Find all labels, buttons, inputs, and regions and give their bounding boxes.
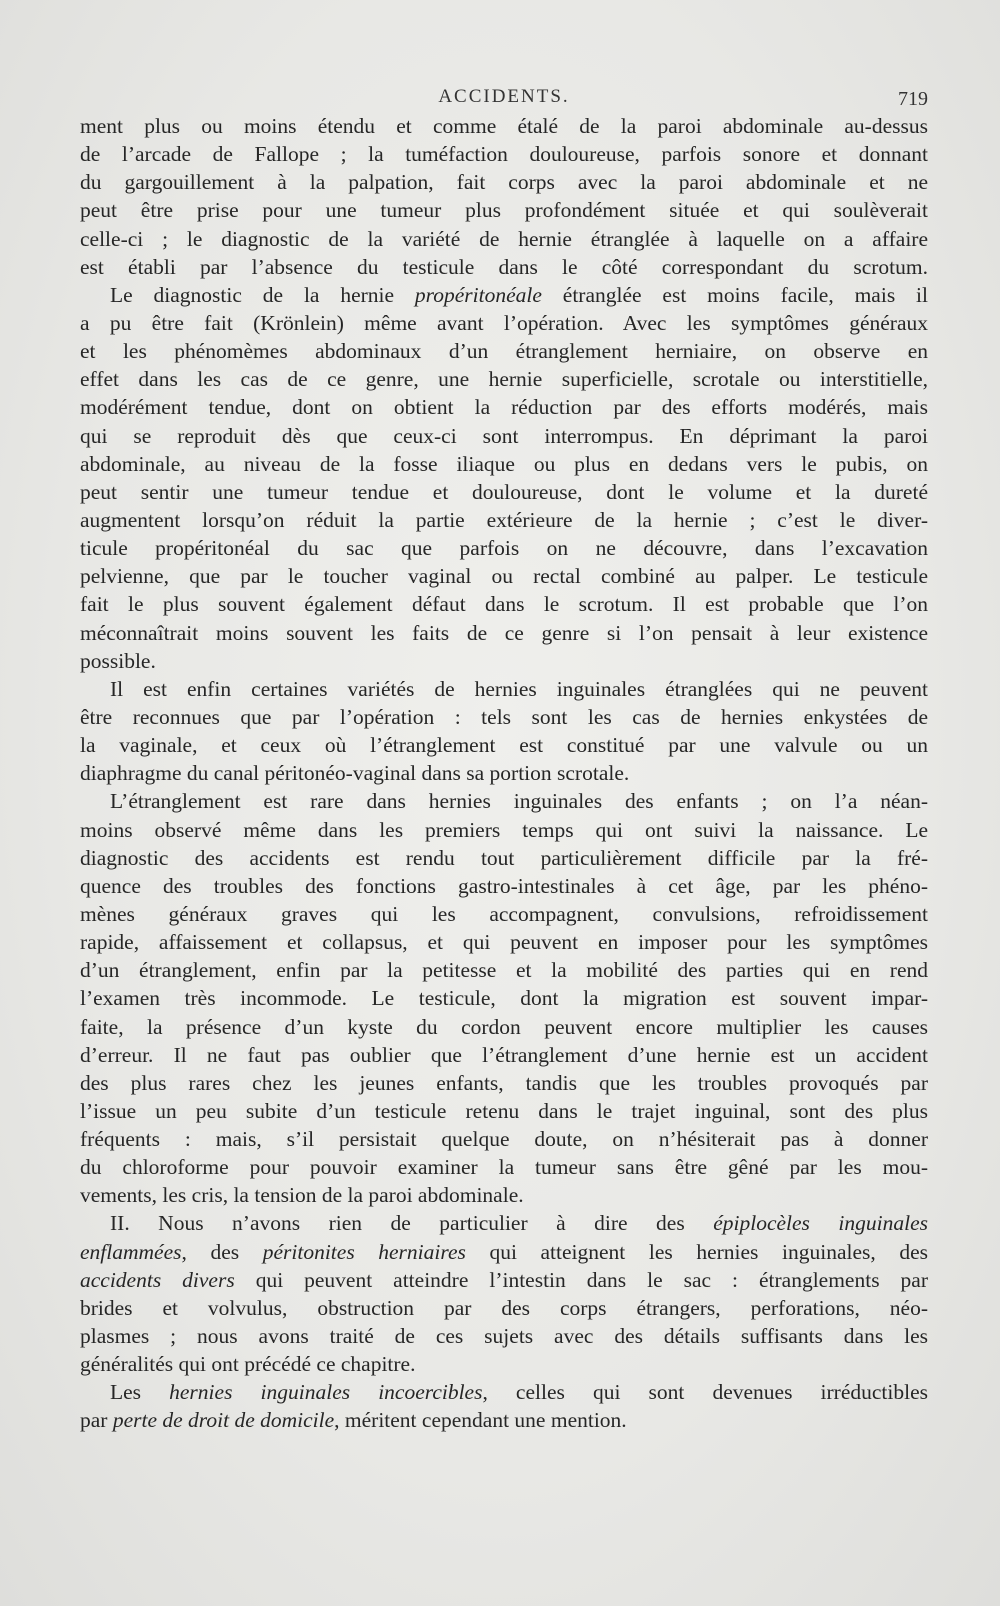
text-line: [80, 140, 928, 168]
text-segment: ment plus ou moins étendu et comme étalé de la paroi abdominale au-dessus: [80, 114, 928, 138]
text-segment: qui se reproduit dès que ceux-ci sont interrompus. En déprimant la paroi: [80, 423, 928, 448]
text-line: [80, 1097, 928, 1125]
text-line: [80, 1322, 928, 1350]
text-line: [80, 984, 928, 1012]
text-line: [80, 1294, 928, 1322]
text-segment: Il est enfin certaines variétés de hernies inguinales étranglées qui ne peuvent: [110, 676, 928, 701]
text-line: [80, 928, 928, 956]
text-line: [80, 112, 928, 140]
text-segment: fréquents : mais, s’il persistait quelque doute, on n’hésiterait pas à donner: [80, 1127, 928, 1152]
text-line: [80, 1209, 928, 1237]
text-segment: pelvienne, que par le toucher vaginal ou rectal combiné au palper. Le testicule: [80, 564, 928, 589]
italic-text: perte de droit de domicile: [112, 1408, 335, 1433]
italic-text: hernies inguinales incoercibles: [169, 1380, 483, 1405]
text-line: [80, 759, 928, 787]
text-segment: rapide, affaissement et collapsus, et qui peuvent en imposer pour les symptômes: [80, 930, 928, 955]
text-line: [80, 506, 928, 534]
italic-text: péritonites herniaires: [262, 1239, 466, 1264]
text-line: [80, 1013, 928, 1041]
text-line: [80, 1238, 928, 1266]
text-segment: fait le plus souvent également défaut dans le scrotum. Il est probable que l’on: [80, 592, 928, 617]
text-line: [80, 647, 928, 675]
text-line: [80, 844, 928, 872]
text-segment: étranglée est moins facile, mais il: [541, 282, 928, 307]
text-segment: faite, la présence d’un kyste du cordon peuvent encore multiplier les causes: [80, 1014, 928, 1039]
text-segment: par: [80, 1408, 113, 1433]
italic-text: enflammées: [80, 1239, 182, 1264]
text-segment: mènes généraux graves qui les accompagnent, convulsions, refroidissement: [80, 901, 928, 926]
text-line: [80, 562, 928, 590]
text-segment: , celles qui sont devenues irréductibles: [482, 1380, 928, 1405]
text-segment: moins observé même dans les premiers temps qui ont suivi la naissance. Le: [80, 817, 928, 842]
text-segment: vements, les cris, la tension de la paroi abdominale.: [80, 1183, 524, 1208]
text-line: [80, 337, 928, 365]
text-segment: est établi par l’absence du testicule dans le côté correspondant du scrotum.: [80, 254, 928, 279]
text-line: [80, 956, 928, 984]
text-segment: du gargouillement à la palpation, fait corps avec la paroi abdominale et ne: [80, 170, 928, 195]
text-segment: l’issue un peu subite d’un testicule retenu dans le trajet inguinal, sont des plus: [80, 1098, 928, 1123]
text-line: [80, 1350, 928, 1378]
page-number: 719: [898, 88, 928, 110]
text-segment: celle-ci ; le diagnostic de la variété de hernie étranglée à laquelle on a affaire: [80, 226, 928, 251]
text-segment: diaphragme du canal péritonéo-vaginal dans sa portion scrotale.: [80, 761, 630, 786]
text-line: [80, 816, 928, 844]
text-line: [80, 787, 928, 815]
text-segment: L’étranglement est rare dans hernies inguinales des enfants ; on l’a néan-: [110, 789, 928, 814]
text-line: [80, 365, 928, 393]
text-line: [80, 1406, 928, 1434]
text-line: [80, 1266, 928, 1294]
text-segment: qui atteignent les hernies inguinales, des: [465, 1239, 928, 1264]
text-segment: d’erreur. Il ne faut pas oublier que l’étranglement d’une hernie est un accident: [80, 1042, 928, 1067]
text-segment: diagnostic des accidents est rendu tout particulièrement difficile par la fré-: [80, 845, 928, 870]
text-line: [80, 225, 928, 253]
text-segment: abdominale, au niveau de la fosse iliaque ou plus en dedans vers le pubis, on: [80, 451, 928, 476]
italic-text: propéritonéale: [414, 282, 542, 307]
italic-text: épiplocèles inguinales: [713, 1211, 928, 1236]
text-line: [80, 1125, 928, 1153]
text-line: [80, 619, 928, 647]
text-line: [80, 168, 928, 196]
text-segment: de l’arcade de Fallope ; la tuméfaction douloureuse, parfois sonore et donnant: [80, 142, 928, 167]
text-segment: effet dans les cas de ce genre, une hernie superficielle, scrotale ou interstitielle,: [80, 367, 928, 392]
text-segment: et les phénomèmes abdominaux d’un étranglement herniaire, on observe en: [80, 339, 928, 364]
text-line: [80, 534, 928, 562]
text-line: [80, 703, 928, 731]
text-segment: peut sentir une tumeur tendue et douloureuse, dont le volume et la dureté: [80, 479, 928, 504]
text-segment: plasmes ; nous avons traité de ces sujets avec des détails suffisants dans les: [80, 1324, 928, 1349]
text-line: [80, 675, 928, 703]
text-line: [80, 253, 928, 281]
text-segment: généralités qui ont précédé ce chapitre.: [80, 1352, 416, 1377]
text-segment: possible.: [80, 648, 156, 673]
text-line: [80, 478, 928, 506]
text-line: [80, 1069, 928, 1097]
text-segment: peut être prise pour une tumeur plus profondément située et qui soulèverait: [80, 198, 928, 223]
text-segment: l’examen très incommode. Le testicule, dont la migration est souvent impar-: [80, 986, 928, 1011]
text-segment: du chloroforme pour pouvoir examiner la tumeur sans être gêné par les mou-: [80, 1155, 928, 1180]
text-segment: , des: [181, 1239, 263, 1264]
text-segment: augmentent lorsqu’on réduit la partie extérieure de la hernie ; c’est le diver-: [80, 507, 928, 532]
text-segment: qui peuvent atteindre l’intestin dans le sac : étranglements par: [234, 1267, 928, 1292]
text-line: [80, 422, 928, 450]
italic-text: accidents divers: [80, 1267, 235, 1292]
text-line: [80, 309, 928, 337]
text-line: [80, 872, 928, 900]
text-line: [80, 1153, 928, 1181]
page-header: [80, 82, 928, 112]
text-line: [80, 393, 928, 421]
text-segment: brides et volvulus, obstruction par des corps étrangers, perforations, néo-: [80, 1295, 928, 1320]
text-segment: être reconnues que par l’opération : tels sont les cas de hernies enkystées de: [80, 704, 928, 729]
text-segment: des plus rares chez les jeunes enfants, tandis que les troubles provoqués par: [80, 1070, 928, 1095]
text-line: [80, 196, 928, 224]
body-text: [80, 112, 928, 1435]
text-segment: méconnaîtrait moins souvent les faits de ce genre si l’on pensait à leur existence: [80, 620, 928, 645]
text-segment: , méritent cependant une mention.: [334, 1408, 627, 1433]
text-segment: Le diagnostic de la hernie: [110, 282, 415, 307]
text-line: [80, 1378, 928, 1406]
text-segment: II. Nous n’avons rien de particulier à dire des: [110, 1211, 714, 1236]
text-segment: a pu être fait (Krönlein) même avant l’opération. Avec les symptômes généraux: [80, 310, 928, 335]
text-line: [80, 281, 928, 309]
text-segment: modérément tendue, dont on obtient la réduction par des efforts modérés, mais: [80, 395, 928, 420]
text-segment: ticule propéritonéal du sac que parfois on ne découvre, dans l’excavation: [80, 536, 928, 561]
text-line: [80, 450, 928, 478]
text-line: [80, 590, 928, 618]
text-segment: la vaginale, et ceux où l’étranglement est constitué par une valvule ou un: [80, 733, 928, 758]
text-segment: quence des troubles des fonctions gastro-intestinales à cet âge, par les phéno-: [80, 873, 928, 898]
text-line: [80, 731, 928, 759]
text-line: [80, 1181, 928, 1209]
text-line: [80, 900, 928, 928]
text-line: [80, 1041, 928, 1069]
running-head: ACCIDENTS.: [438, 86, 570, 107]
text-segment: Les: [110, 1380, 170, 1405]
text-segment: d’un étranglement, enfin par la petitesse et la mobilité des parties qui en rend: [80, 958, 928, 983]
